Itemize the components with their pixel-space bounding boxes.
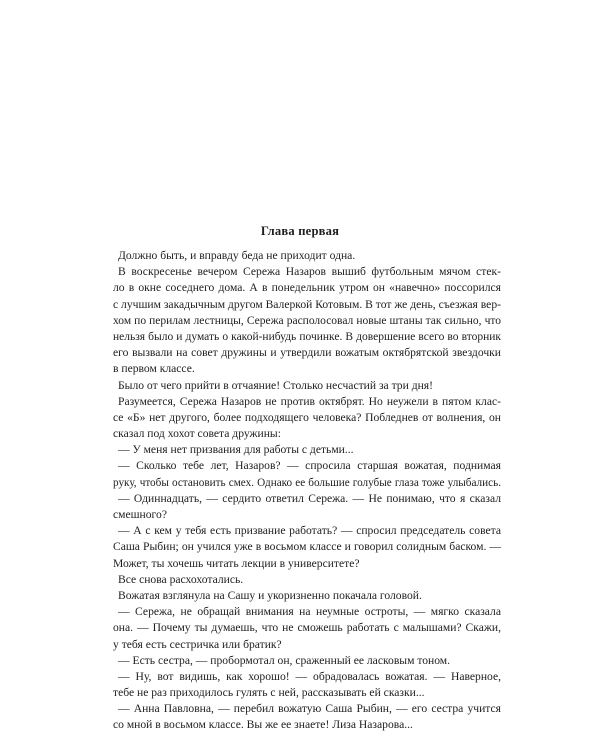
text-line: Все снова расхохотались. bbox=[118, 572, 244, 586]
text-line: Вожатая взглянула на Сашу и укоризненно покачала головой. bbox=[118, 588, 422, 602]
text-line: Должно быть, и вправду беда не приходит одна. bbox=[118, 249, 356, 262]
text-line: хом по перилам лестницы, Сережа располосовал новые штаны так сильно, что bbox=[113, 314, 501, 327]
text-line: се «Б» нет другого, более подходящего человека? Побледнев от волнения, он bbox=[113, 410, 501, 424]
text-line: — Ну, вот видишь, как хорошо! — обрадовалась вожатая. — Наверное, bbox=[118, 669, 501, 683]
text-line: со мной в восьмом классе. Вы же ее знаете! Лиза Назарова... bbox=[113, 718, 413, 732]
text-line: в первом классе. bbox=[113, 362, 195, 376]
text-line: Было от чего прийти в отчаяние! Столько несчастий за три дня! bbox=[118, 378, 433, 392]
text-line: — Сережа, не обращай внимания на неумные остроты, — мягко сказала bbox=[118, 605, 501, 619]
text-line: В воскресенье вечером Сережа Назаров вышиб футбольным мячом стек- bbox=[118, 265, 501, 279]
text-line: тебе не раз приходилось гулять с ней, рассказывать ей сказки... bbox=[113, 686, 425, 700]
chapter-title: Глава первая bbox=[260, 224, 340, 238]
text-line: руку, чтобы остановить смех. Однако ее большие голубые глаза тоже улыбались. bbox=[113, 476, 501, 489]
text-line: — Анна Павловна, — перебил вожатую Саша Рыбин, — его сестра учится bbox=[118, 702, 501, 716]
text-line: ло в окне соседнего дома. А в понедельник утром он «навечно» поссорился bbox=[113, 281, 501, 295]
text-line: сказал под хохот совета дружины: bbox=[113, 427, 281, 441]
text-line: — У меня нет призвания для работы с детьми... bbox=[118, 443, 354, 457]
text-line: смешного? bbox=[113, 508, 167, 521]
text-line: Саша Рыбин; он учился уже в восьмом классе и говорил солидным баском. — bbox=[113, 540, 501, 554]
text-line: — А с кем у тебя есть призвание работать? — спросил председатель совета bbox=[118, 524, 501, 538]
text-line: с лучшим закадычным другом Валеркой Котовым. В тот же день, съезжая вер- bbox=[113, 297, 501, 311]
text-line: его вызвали на совет дружины и утвердили вожатым октябрятской звездочки bbox=[113, 346, 501, 360]
text-line: Разумеется, Сережа Назаров не против октябрят. Но неужели в пятом клас- bbox=[118, 394, 501, 408]
text-line: нельзя было и думать о какой-нибудь починке. В довершение всего во вторник bbox=[113, 330, 501, 343]
text-line: Может, ты хочешь читать лекции в университете? bbox=[113, 556, 360, 570]
text-line: — Одиннадцать, — сердито ответил Сережа. — Не понимаю, что я сказал bbox=[118, 491, 501, 505]
text-line: — Есть сестра, — пробормотал он, сраженный ее ласковым тоном. bbox=[118, 653, 451, 667]
text-line: — Сколько тебе лет, Назаров? — спросила старшая вожатая, поднимая bbox=[118, 459, 501, 473]
text-line: у тебя есть сестричка или братик? bbox=[113, 637, 282, 651]
text-line: она. — Почему ты думаешь, что не сможешь работать с малышами? Скажи, bbox=[113, 621, 501, 635]
chapter-body-text bbox=[113, 248, 501, 734]
